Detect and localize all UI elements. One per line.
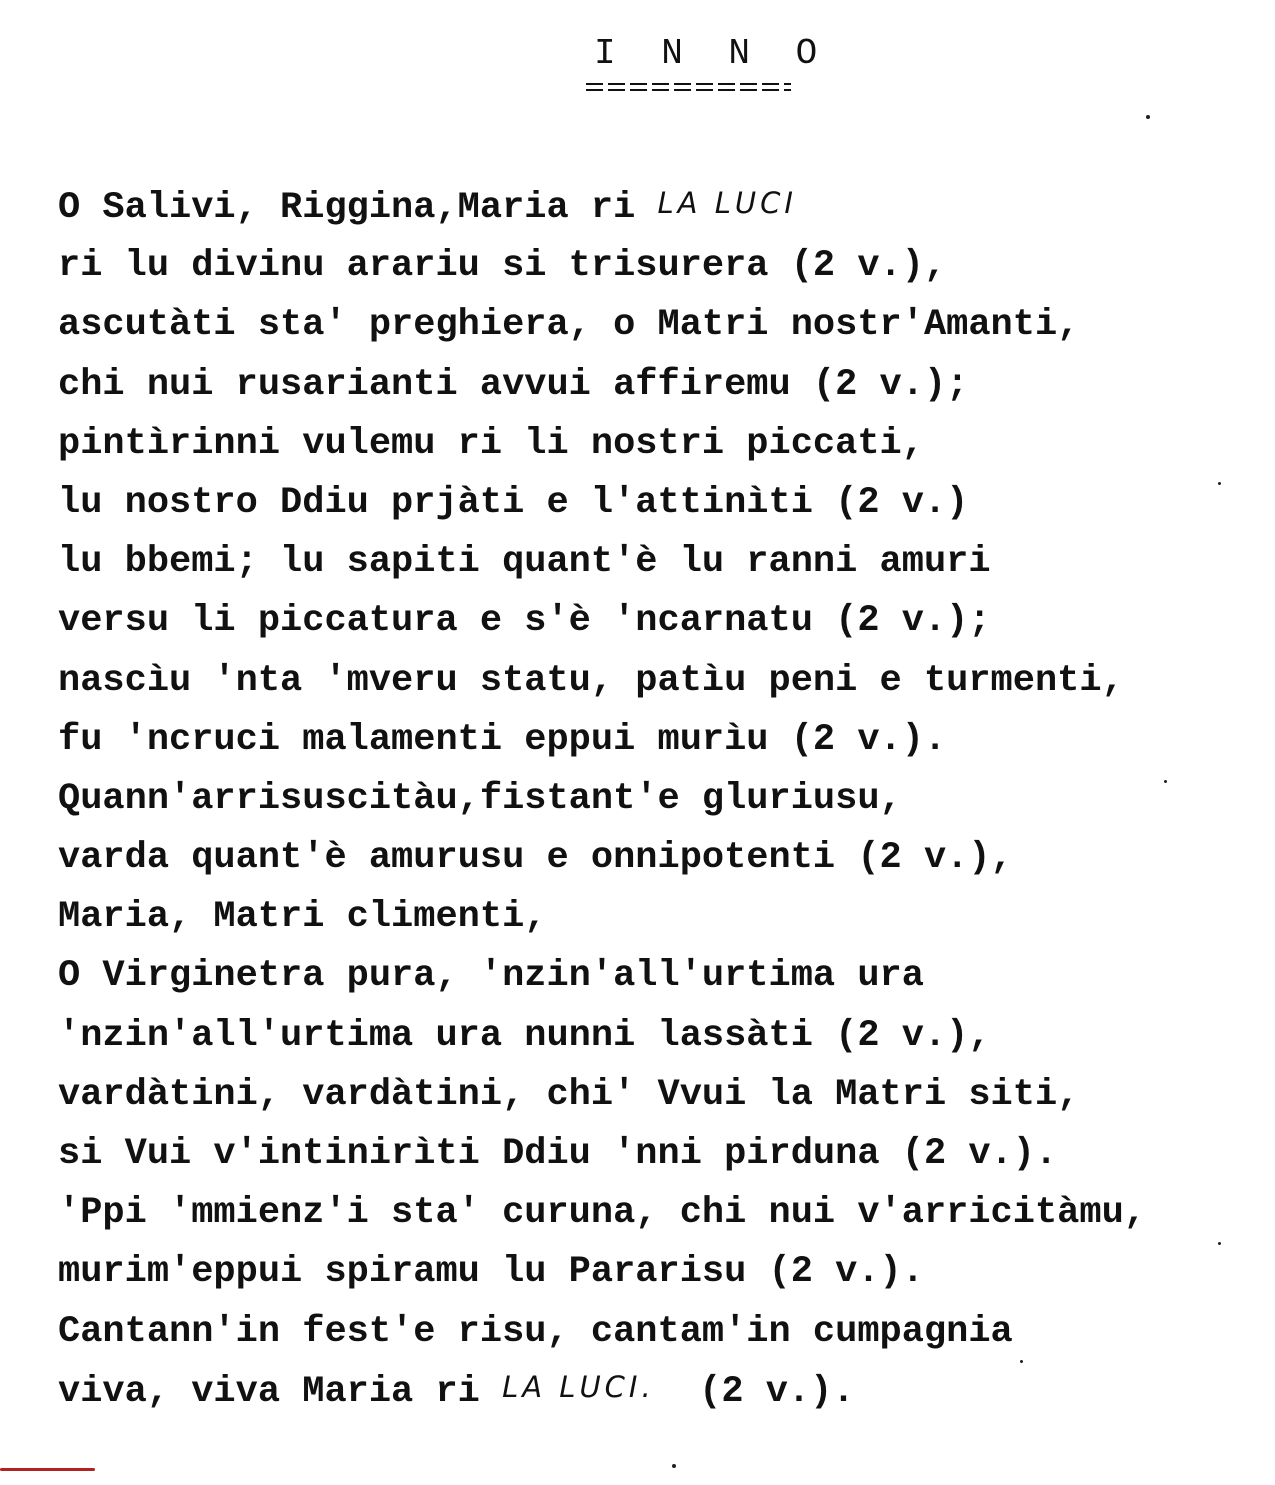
handwritten-insert: LA LUCI. xyxy=(502,1369,655,1404)
poem-line-text: O Virginetra pura, 'nzin'all'urtima ura xyxy=(58,955,924,998)
title-underline xyxy=(586,78,791,96)
poem-line-text: murim'eppui spiramu lu Pararisu (2 v.). xyxy=(58,1251,924,1294)
poem-line xyxy=(58,237,1258,296)
poem-line-text: O Salivi, Riggina,Maria ri xyxy=(58,187,658,229)
poem-line xyxy=(58,1184,1258,1243)
poem-lines xyxy=(58,178,1258,1421)
poem-line-tail: (2 v.). xyxy=(654,1370,855,1413)
poem-line xyxy=(58,888,1258,947)
poem-line-text: nascìu 'nta 'mveru statu, patìu peni e turmenti, xyxy=(58,659,1124,702)
poem-line xyxy=(58,770,1258,829)
paper-speck xyxy=(1164,780,1167,783)
document-title: I N N O xyxy=(594,33,830,74)
poem-line xyxy=(58,1243,1258,1302)
poem-line xyxy=(58,474,1258,533)
poem-line-text: varda quant'è amurusu e onnipotenti (2 v.), xyxy=(58,837,1013,880)
poem-line-text: ri lu divinu arariu si trisurera (2 v.), xyxy=(58,245,947,288)
poem-line xyxy=(58,829,1258,888)
poem-line xyxy=(58,356,1258,415)
poem-line-text: si Vui v'intinirìti Ddiu 'nni pirduna (2 v.). xyxy=(58,1133,1058,1175)
poem-line-text: ascutàti sta' preghiera, o Matri nostr'Amanti, xyxy=(58,304,1080,347)
paper-speck xyxy=(1020,1360,1023,1363)
poem-line-text: lu nostro Ddiu prjàti e l'attinìti (2 v.) xyxy=(58,481,969,524)
paper-speck xyxy=(1218,482,1221,485)
paper-speck xyxy=(1146,115,1150,119)
poem-line xyxy=(58,1125,1258,1184)
poem-line-text: 'nzin'all'urtima ura nunni lassàti (2 v.), xyxy=(58,1014,991,1057)
poem-line xyxy=(58,711,1258,770)
poem-line-text: versu li piccatura e s'è 'ncarnatu (2 v.); xyxy=(58,600,991,643)
poem-line xyxy=(58,947,1258,1006)
poem-line xyxy=(58,296,1258,355)
poem-line-text: lu bbemi; lu sapiti quant'è lu ranni amuri xyxy=(58,541,991,584)
poem-line-text: vardàtini, vardàtini, chi' Vvui la Matri siti, xyxy=(58,1073,1080,1116)
poem-line-text: 'Ppi 'mmienz'i sta' curuna, chi nui v'arricitàmu, xyxy=(58,1192,1146,1235)
poem-line xyxy=(58,415,1258,474)
poem-line-text: Quann'arrisuscitàu,fistant'e gluriusu, xyxy=(58,777,902,820)
poem-line-text: Maria, Matri climenti, xyxy=(58,896,547,939)
poem-line xyxy=(58,1007,1258,1066)
poem-line xyxy=(58,1066,1258,1125)
poem-line xyxy=(58,1362,1258,1421)
poem-line-text: viva, viva Maria ri xyxy=(58,1370,503,1413)
poem-line-text: Cantann'in fest'e risu, cantam'in cumpagnia xyxy=(58,1310,1013,1353)
poem-line xyxy=(58,592,1258,651)
poem-line-text: pintìrinni vulemu ri li nostri piccati, xyxy=(58,422,924,465)
handwritten-insert: LA LUCI xyxy=(657,186,797,220)
paper-speck xyxy=(1218,1242,1221,1245)
poem-line xyxy=(58,533,1258,592)
poem-line-text: chi nui rusarianti avvui affiremu (2 v.); xyxy=(58,363,969,406)
poem-line-text: fu 'ncruci malamenti eppui murìu (2 v.). xyxy=(58,718,947,761)
paper-edge-mark xyxy=(0,1468,95,1471)
poem-line xyxy=(58,1303,1258,1362)
paper-speck xyxy=(672,1464,676,1468)
poem-line xyxy=(58,652,1258,711)
poem-line xyxy=(58,178,1258,237)
